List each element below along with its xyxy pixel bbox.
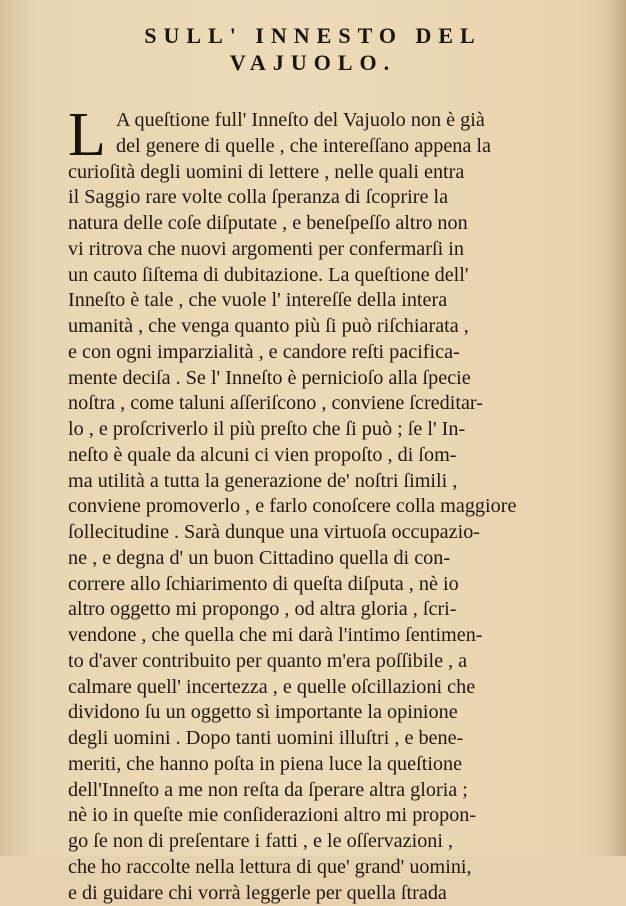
text-line: calmare quell' incertezza , e quelle oſcillazioni che [68,675,598,701]
drop-cap-initial: L [68,110,106,160]
text-line: nè io in queſte mie conſiderazioni altro mi propon- [68,803,598,829]
text-line: vendone , che quella che mi darà l'intimo ſentimen- [68,623,598,649]
page-title [0,22,626,76]
text-line: un cauto ſiſtema di dubitazione. La queſtione dell' [68,263,598,289]
text-line: e con ogni imparzialità , e candore reſti pacifica- [68,340,598,366]
title-line-2: VAJUOLO. [0,49,626,76]
text-line: altro oggetto mi propongo , od altra gloria , ſcri- [68,597,598,623]
page-edge-shadow [608,0,626,856]
text-line: dell'Inneſto a me non reſta da ſperare altra gloria ; [68,778,598,804]
text-line: conviene promoverlo , e farlo conoſcere colla maggiore [68,494,598,520]
text-line: curioſità degli uomini di lettere , nelle quali entra [68,160,598,186]
body-text [68,108,598,906]
text-line: correre allo ſchiarimento di queſta diſputa , nè io [68,572,598,598]
text-line: noſtra , come taluni aſſeriſcono , conviene ſcreditar- [68,391,598,417]
text-line: to d'aver contribuito per quanto m'era poſſibile , a [68,649,598,675]
text-line: ne , e degna d' un buon Cittadino quella di con- [68,546,598,572]
text-line: meriti, che hanno poſta in piena luce la queſtione [68,752,598,778]
text-line: che ho raccolte nella lettura di que' grand' uomini, [68,855,598,881]
title-line-1: SULL' INNESTO DEL [0,22,626,49]
text-line: dividono ſu un oggetto sì importante la opinione [68,700,598,726]
text-line: degli uomini . Dopo tanti uomini illuſtri , e bene- [68,726,598,752]
text-line: mente deciſa . Se l' Inneſto è pernicioſo alla ſpecie [68,366,598,392]
text-line: Inneſto è tale , che vuole l' intereſſe della intera [68,288,598,314]
text-line: del genere di quelle , che intereſſano appena la [68,134,598,160]
text-line: go ſe non di preſentare i fatti , e le oſſervazioni , [68,829,598,855]
text-line: e di guidare chi vorrà leggerle per quella ſtrada [68,881,598,906]
text-line: neſto è quale da alcuni ci vien propoſto , di ſom- [68,443,598,469]
text-line: natura delle coſe diſputate , e beneſpeſſo altro non [68,211,598,237]
text-line: A queſtione full' Inneſto del Vajuolo non è già [68,108,598,134]
text-line: lo , e proſcriverlo il più preſto che ſi può ; ſe l' In- [68,417,598,443]
text-line: il Saggio rare volte colla ſperanza di ſcoprire la [68,185,598,211]
text-line: vi ritrova che nuovi argomenti per confermarſi in [68,237,598,263]
text-line: ſollecitudine . Sarà dunque una virtuoſa occupazio- [68,520,598,546]
text-line: ma utilità a tutta la generazione de' noſtri ſimili , [68,469,598,495]
text-line: umanità , che venga quanto più ſi può riſchiarata , [68,314,598,340]
